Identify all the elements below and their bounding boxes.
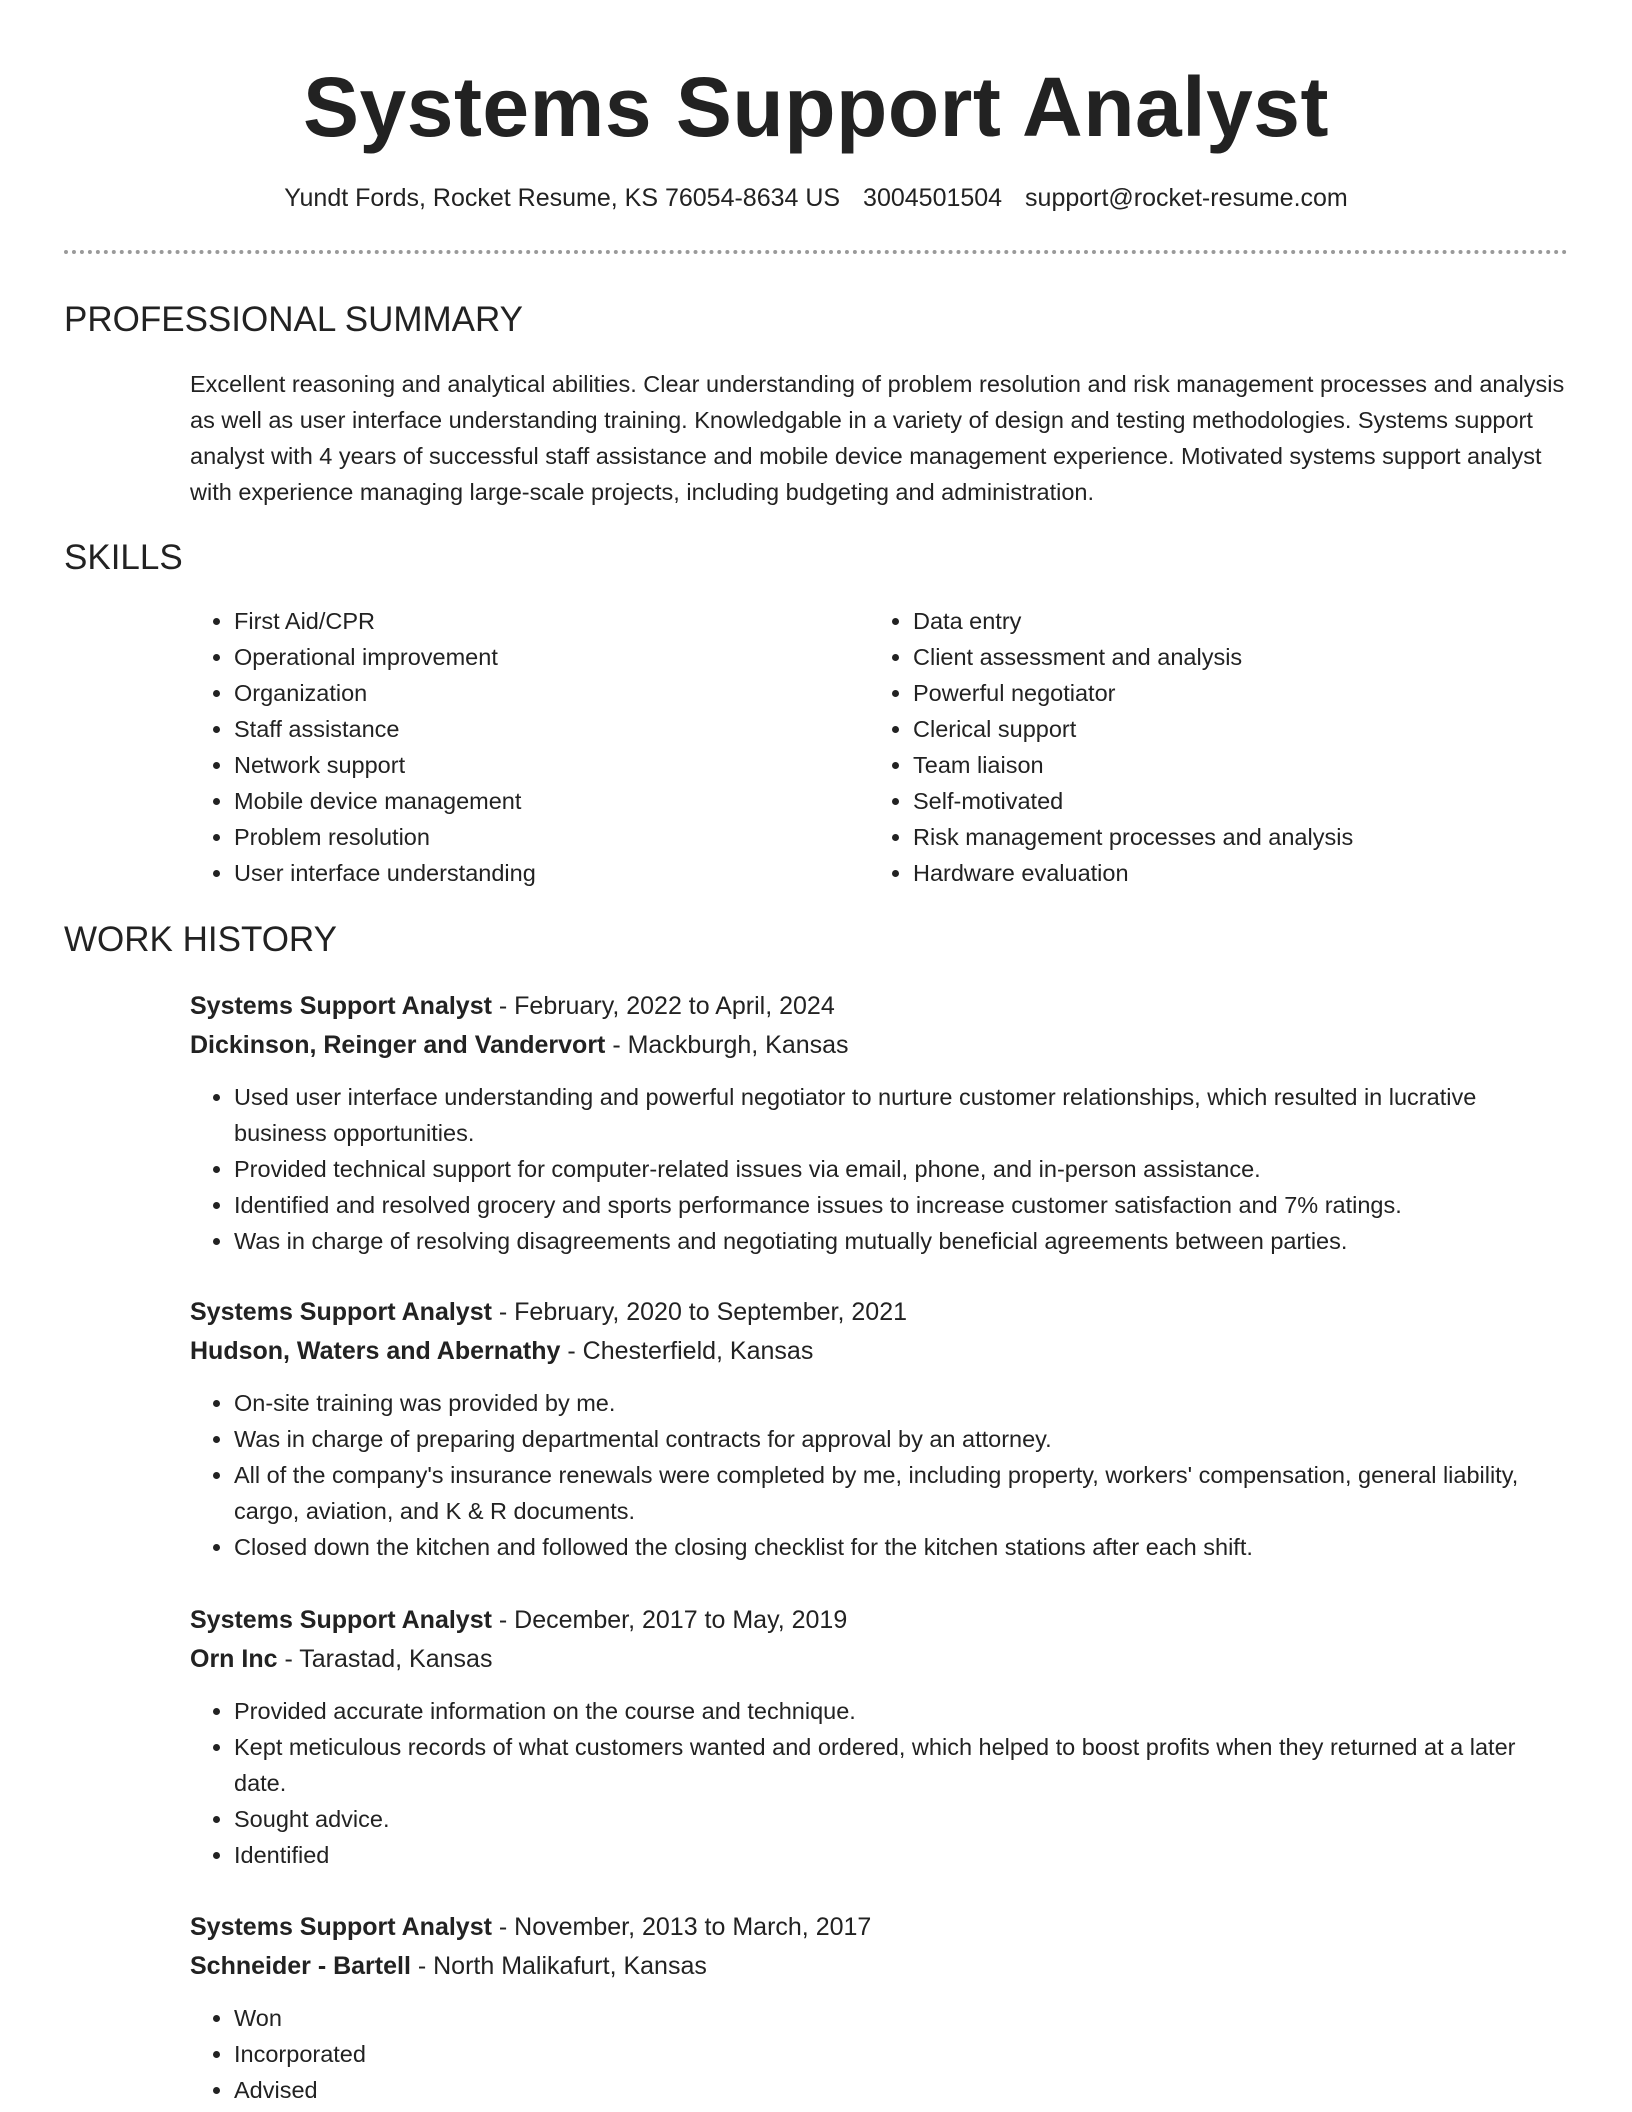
list-item: • All of the company's insurance renewals were completed by me, including property, workers' compensation, general liability, cargo, aviation, and K & R documents.: [234, 1457, 1570, 1529]
contact-address: Yundt Fords, Rocket Resume, KS 76054-8634 US: [284, 184, 841, 212]
job-company-line: [190, 1026, 1570, 1065]
job-entry: [190, 1601, 1570, 1873]
list-item: • Kept meticulous records of what customers wanted and ordered, which helped to boost profits when they returned at a later date.: [234, 1729, 1570, 1801]
list-item: • Was in charge of preparing departmental contracts for approval by an attorney.: [234, 1421, 1570, 1457]
job-title: Systems Support Analyst: [190, 1606, 492, 1634]
list-item: • Data entry: [913, 603, 1353, 639]
list-item: • Identified and resolved grocery and sports performance issues to increase customer satisfaction and 7% ratings.: [234, 1187, 1570, 1223]
list-item: • Advised: [234, 2072, 1570, 2108]
list-item: • Staff assistance: [234, 711, 536, 747]
list-item: • On-site training was provided by me.: [234, 1385, 1570, 1421]
skills-list-left: [190, 603, 536, 891]
list-item: • Provided technical support for computer-related issues via email, phone, and in-person assistance.: [234, 1151, 1570, 1187]
list-item: • Provided accurate information on the course and technique.: [234, 1693, 1570, 1729]
job-entry: [190, 1293, 1570, 1565]
list-item: • Problem resolution: [234, 819, 536, 855]
job-title-line: [190, 1908, 1570, 1947]
list-item: • Powerful negotiator: [913, 675, 1353, 711]
job-location: - Chesterfield, Kansas: [560, 1337, 814, 1365]
summary-heading: PROFESSIONAL SUMMARY: [64, 300, 523, 339]
list-item: • Network support: [234, 747, 536, 783]
list-item: • Team liaison: [913, 747, 1353, 783]
job-company: Dickinson, Reinger and Vandervort: [190, 1031, 606, 1059]
list-item: • Organization: [234, 675, 536, 711]
job-title-line: [190, 987, 1570, 1026]
job-title: Systems Support Analyst: [190, 992, 492, 1020]
work-history-heading: WORK HISTORY: [64, 920, 337, 959]
job-company: Schneider - Bartell: [190, 1952, 411, 1980]
list-item: • Client assessment and analysis: [913, 639, 1353, 675]
job-title: Systems Support Analyst: [190, 1298, 492, 1326]
list-item: • Sought advice.: [234, 1801, 1570, 1837]
job-location: - Mackburgh, Kansas: [605, 1031, 849, 1059]
job-dates: - December, 2017 to May, 2019: [491, 1606, 848, 1634]
contact-phone: 3004501504: [863, 184, 1003, 212]
job-company: Hudson, Waters and Abernathy: [190, 1337, 561, 1365]
header-divider: [64, 250, 1568, 254]
job-entry: [190, 1908, 1570, 2108]
job-company-line: [190, 1947, 1570, 1986]
job-company-line: [190, 1332, 1570, 1371]
list-item: • Self-motivated: [913, 783, 1353, 819]
job-title: Systems Support Analyst: [190, 1913, 492, 1941]
job-title-line: [190, 1601, 1570, 1640]
job-company: Orn Inc: [190, 1645, 278, 1673]
list-item: • Operational improvement: [234, 639, 536, 675]
list-item: • Mobile device management: [234, 783, 536, 819]
list-item: • Clerical support: [913, 711, 1353, 747]
job-title-line: [190, 1293, 1570, 1332]
summary-text: Excellent reasoning and analytical abilities. Clear understanding of problem resolution and risk management processes and analysis as well as user interface understanding training. Knowledgable in a variety of design and testing methodologies. Systems support analyst with 4 years of successful staff assistance and mobile device management experience. Motivated systems support analyst with experience managing large-scale projects, including budgeting and administration.: [190, 371, 1565, 505]
job-location: - North Malikafurt, Kansas: [410, 1952, 707, 1980]
list-item: • Was in charge of resolving disagreements and negotiating mutually beneficial agreements between parties.: [234, 1223, 1570, 1259]
job-bullets: [190, 2000, 1570, 2108]
resume-name: Systems Support Analyst: [303, 60, 1329, 154]
skills-list-right: [869, 603, 1353, 891]
list-item: • Closed down the kitchen and followed the closing checklist for the kitchen stations after each shift.: [234, 1529, 1570, 1565]
job-dates: - February, 2022 to April, 2024: [491, 992, 835, 1020]
job-bullets: [190, 1079, 1570, 1259]
contact-line: [0, 180, 1632, 216]
job-location: - Tarastad, Kansas: [277, 1645, 493, 1673]
job-entry: [190, 987, 1570, 1259]
skills-heading: SKILLS: [64, 538, 183, 577]
job-company-line: [190, 1640, 1570, 1679]
job-dates: - November, 2013 to March, 2017: [491, 1913, 872, 1941]
list-item: • Used user interface understanding and powerful negotiator to nurture customer relationships, which resulted in lucrative business opportunities.: [234, 1079, 1570, 1151]
contact-email: support@rocket-resume.com: [1025, 184, 1348, 212]
job-bullets: [190, 1693, 1570, 1873]
list-item: • Risk management processes and analysis: [913, 819, 1353, 855]
job-bullets: [190, 1385, 1570, 1565]
list-item: • Hardware evaluation: [913, 855, 1353, 891]
list-item: • User interface understanding: [234, 855, 536, 891]
list-item: • Won: [234, 2000, 1570, 2036]
list-item: • Identified: [234, 1837, 1570, 1873]
list-item: • Incorporated: [234, 2036, 1570, 2072]
job-dates: - February, 2020 to September, 2021: [491, 1298, 908, 1326]
list-item: • First Aid/CPR: [234, 603, 536, 639]
